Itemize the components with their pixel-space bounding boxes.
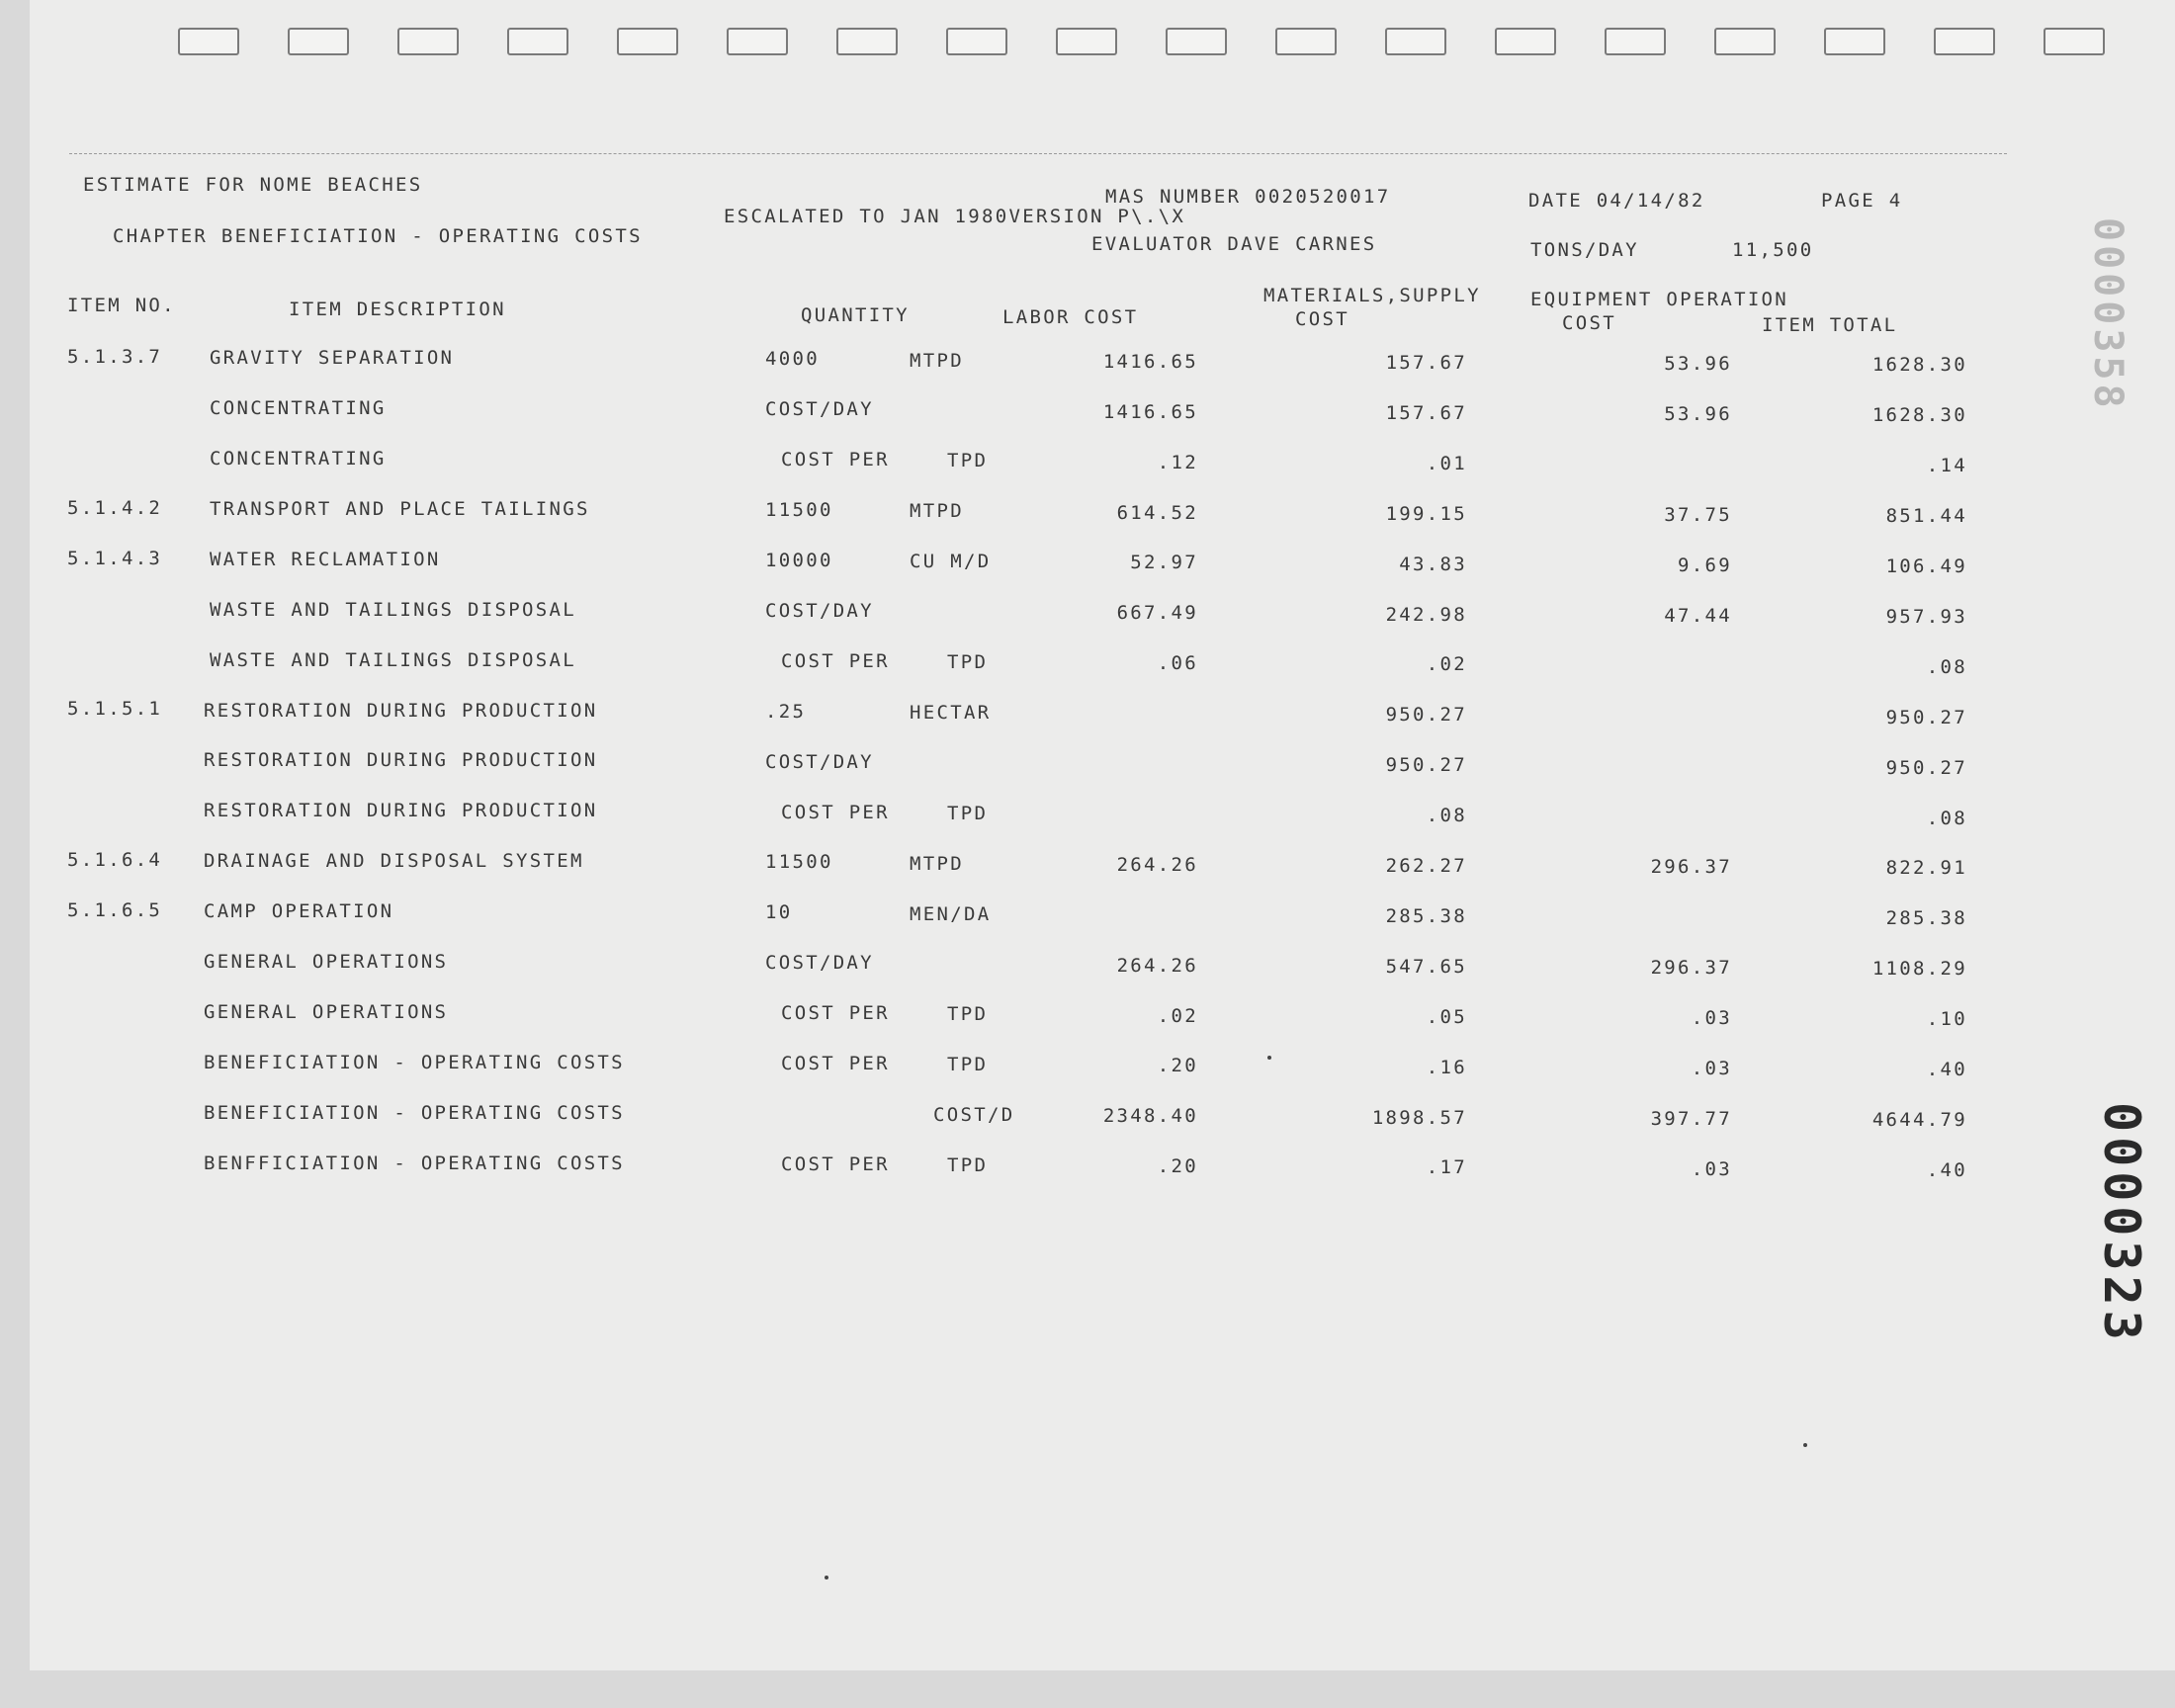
labor-cost: 614.52 bbox=[1116, 501, 1198, 524]
bates-number-stamp: 0000323 bbox=[2093, 1102, 2150, 1345]
item-description: CONCENTRATING bbox=[210, 448, 387, 470]
materials-cost: 547.65 bbox=[1385, 955, 1467, 978]
item-description: RESTORATION DURING PRODUCTION bbox=[204, 800, 598, 822]
item-description: WATER RECLAMATION bbox=[210, 548, 441, 570]
escalated-version: ESCALATED TO JAN 1980VERSION P\.\X bbox=[724, 206, 1186, 227]
quantity-unit: TPD bbox=[947, 802, 989, 824]
labor-cost: 52.97 bbox=[1130, 552, 1198, 574]
ink-speck bbox=[825, 1576, 828, 1580]
feed-hole bbox=[1385, 28, 1446, 55]
col-materials-cost: COST bbox=[1295, 308, 1349, 330]
ink-speck bbox=[1803, 1443, 1807, 1447]
ink-speck bbox=[1267, 1056, 1271, 1060]
quantity-unit: MEN/DA bbox=[910, 902, 992, 925]
tons-day-value: 11,500 bbox=[1732, 239, 1814, 261]
materials-cost: 199.15 bbox=[1385, 502, 1467, 525]
item-total: 950.27 bbox=[1885, 756, 1967, 779]
item-total: 851.44 bbox=[1885, 505, 1967, 528]
quantity-unit: TPD bbox=[947, 651, 989, 673]
item-description: DRAINAGE AND DISPOSAL SYSTEM bbox=[204, 850, 584, 873]
materials-cost: 950.27 bbox=[1385, 704, 1467, 726]
printout-sheet bbox=[30, 0, 2175, 1670]
equipment-cost: 47.44 bbox=[1664, 604, 1732, 627]
item-description: WASTE AND TAILINGS DISPOSAL bbox=[210, 598, 576, 621]
quantity-unit: HECTAR bbox=[910, 701, 992, 724]
labor-cost: 264.26 bbox=[1116, 954, 1198, 977]
item-description: TRANSPORT AND PLACE TAILINGS bbox=[210, 497, 590, 520]
quantity-value: COST/DAY bbox=[765, 599, 874, 622]
labor-cost: 1416.65 bbox=[1102, 400, 1198, 423]
estimate-for: ESTIMATE FOR NOME BEACHES bbox=[83, 174, 423, 196]
item-total: 950.27 bbox=[1885, 706, 1967, 728]
col-item-no: ITEM NO. bbox=[67, 295, 176, 316]
feed-hole bbox=[1824, 28, 1885, 55]
equipment-cost: .03 bbox=[1691, 1006, 1732, 1029]
faint-bates-stamp: 0000358 bbox=[2085, 217, 2131, 412]
tons-day-label: TONS/DAY bbox=[1530, 239, 1639, 261]
materials-cost: .05 bbox=[1426, 1005, 1467, 1028]
quantity-unit: MTPD bbox=[910, 852, 964, 875]
col-labor-cost: LABOR COST bbox=[1002, 306, 1139, 328]
page-number: PAGE 4 bbox=[1821, 190, 1903, 212]
evaluator: EVALUATOR DAVE CARNES bbox=[1091, 233, 1377, 255]
equipment-cost: 397.77 bbox=[1650, 1107, 1732, 1130]
quantity-value: COST PER bbox=[781, 1002, 890, 1025]
item-description: BENEFICIATION - OPERATING COSTS bbox=[204, 1101, 625, 1124]
labor-cost: 1416.65 bbox=[1102, 350, 1198, 373]
item-total: 1628.30 bbox=[1871, 354, 1967, 377]
equipment-cost: 37.75 bbox=[1664, 503, 1732, 526]
col-equipment: EQUIPMENT OPERATION bbox=[1530, 289, 1789, 310]
equipment-cost: .03 bbox=[1691, 1057, 1732, 1079]
feed-hole bbox=[1275, 28, 1337, 55]
feed-hole bbox=[946, 28, 1007, 55]
materials-cost: 242.98 bbox=[1385, 603, 1467, 626]
quantity-unit: TPD bbox=[947, 1154, 989, 1176]
item-description: GENERAL OPERATIONS bbox=[204, 951, 449, 973]
item-total: 4644.79 bbox=[1871, 1108, 1967, 1131]
materials-cost: 1898.57 bbox=[1371, 1106, 1467, 1129]
item-description: GRAVITY SEPARATION bbox=[210, 347, 455, 370]
equipment-cost: .03 bbox=[1691, 1157, 1732, 1180]
quantity-value: .25 bbox=[765, 700, 807, 723]
feed-hole bbox=[507, 28, 568, 55]
item-total: .14 bbox=[1926, 455, 1967, 477]
feed-hole bbox=[1166, 28, 1227, 55]
item-total: 1628.30 bbox=[1871, 404, 1967, 427]
col-item-description: ITEM DESCRIPTION bbox=[289, 299, 506, 320]
quantity-value: 10 bbox=[765, 901, 793, 924]
chapter-title: CHAPTER BENEFICIATION - OPERATING COSTS bbox=[113, 225, 643, 247]
labor-cost: .20 bbox=[1157, 1055, 1198, 1077]
feed-hole bbox=[617, 28, 678, 55]
item-number: 5.1.4.2 bbox=[67, 496, 163, 519]
item-total: .08 bbox=[1926, 655, 1967, 678]
quantity-unit: TPD bbox=[947, 450, 989, 472]
quantity-unit: MTPD bbox=[910, 349, 964, 372]
item-description: BENFFICIATION - OPERATING COSTS bbox=[204, 1152, 625, 1174]
col-quantity: QUANTITY bbox=[801, 304, 910, 326]
materials-cost: 950.27 bbox=[1385, 754, 1467, 777]
item-total: 285.38 bbox=[1885, 907, 1967, 930]
materials-cost: 285.38 bbox=[1385, 904, 1467, 927]
equipment-cost: 53.96 bbox=[1664, 403, 1732, 426]
labor-cost: .02 bbox=[1157, 1004, 1198, 1027]
quantity-value: COST/DAY bbox=[765, 952, 874, 975]
mas-number: MAS NUMBER 0020520017 bbox=[1105, 186, 1391, 208]
quantity-value: COST PER bbox=[781, 449, 890, 471]
item-description: RESTORATION DURING PRODUCTION bbox=[204, 749, 598, 772]
quantity-value: 4000 bbox=[765, 348, 820, 371]
feed-hole bbox=[288, 28, 349, 55]
item-number: 5.1.3.7 bbox=[67, 346, 163, 368]
materials-cost: 157.67 bbox=[1385, 401, 1467, 424]
equipment-cost: 296.37 bbox=[1650, 856, 1732, 879]
item-number: 5.1.4.3 bbox=[67, 547, 163, 569]
quantity-unit: MTPD bbox=[910, 500, 964, 523]
col-materials: MATERIALS,SUPPLY bbox=[1263, 285, 1481, 306]
tractor-feed-holes bbox=[178, 28, 2106, 57]
report-date: DATE 04/14/82 bbox=[1528, 190, 1705, 212]
item-number: 5.1.6.4 bbox=[67, 849, 163, 871]
labor-cost: 2348.40 bbox=[1102, 1105, 1198, 1128]
item-description: RESTORATION DURING PRODUCTION bbox=[204, 699, 598, 722]
feed-hole bbox=[727, 28, 788, 55]
feed-hole bbox=[1934, 28, 1995, 55]
item-total: .08 bbox=[1926, 807, 1967, 829]
labor-cost: .06 bbox=[1157, 652, 1198, 675]
feed-hole bbox=[1714, 28, 1776, 55]
feed-hole bbox=[1495, 28, 1556, 55]
perforation-line bbox=[69, 153, 2007, 154]
item-total: .10 bbox=[1926, 1008, 1967, 1031]
item-description: CONCENTRATING bbox=[210, 397, 387, 420]
equipment-cost: 53.96 bbox=[1664, 353, 1732, 376]
materials-cost: .16 bbox=[1426, 1056, 1467, 1078]
item-total: .40 bbox=[1926, 1158, 1967, 1181]
item-total: 1108.29 bbox=[1871, 958, 1967, 981]
quantity-value: COST PER bbox=[781, 649, 890, 672]
item-total: .40 bbox=[1926, 1059, 1967, 1080]
quantity-unit: TPD bbox=[947, 1054, 989, 1076]
equipment-cost: 296.37 bbox=[1650, 957, 1732, 979]
quantity-unit: CU M/D bbox=[910, 551, 992, 573]
item-description: WASTE AND TAILINGS DISPOSAL bbox=[210, 648, 576, 671]
feed-hole bbox=[397, 28, 459, 55]
quantity-value: COST PER bbox=[781, 1053, 890, 1074]
item-number: 5.1.6.5 bbox=[67, 898, 163, 921]
labor-cost: 667.49 bbox=[1116, 602, 1198, 625]
quantity-value: COST PER bbox=[781, 801, 890, 823]
materials-cost: 43.83 bbox=[1399, 553, 1467, 575]
col-equipment-cost: COST bbox=[1562, 312, 1616, 334]
labor-cost: 264.26 bbox=[1116, 853, 1198, 876]
item-description: CAMP OPERATION bbox=[204, 900, 394, 923]
materials-cost: .02 bbox=[1426, 653, 1467, 676]
item-description: BENEFICIATION - OPERATING COSTS bbox=[204, 1051, 625, 1073]
item-total: 106.49 bbox=[1885, 555, 1967, 577]
quantity-value: 11500 bbox=[765, 499, 833, 522]
materials-cost: .17 bbox=[1426, 1156, 1467, 1179]
quantity-value: COST/DAY bbox=[765, 750, 874, 773]
quantity-value: 10000 bbox=[765, 550, 833, 571]
materials-cost: 262.27 bbox=[1385, 855, 1467, 877]
feed-hole bbox=[1056, 28, 1117, 55]
item-total: 822.91 bbox=[1885, 857, 1967, 880]
item-total: 957.93 bbox=[1885, 605, 1967, 628]
feed-hole bbox=[836, 28, 898, 55]
equipment-cost: 9.69 bbox=[1678, 554, 1732, 576]
quantity-unit: COST/D bbox=[933, 1104, 1015, 1127]
feed-hole bbox=[178, 28, 239, 55]
item-description: GENERAL OPERATIONS bbox=[204, 1000, 449, 1023]
labor-cost: .20 bbox=[1157, 1155, 1198, 1178]
materials-cost: .01 bbox=[1426, 452, 1467, 474]
item-number: 5.1.5.1 bbox=[67, 698, 163, 721]
quantity-value: COST PER bbox=[781, 1153, 890, 1175]
materials-cost: .08 bbox=[1426, 805, 1467, 827]
labor-cost: .12 bbox=[1157, 451, 1198, 473]
feed-hole bbox=[1605, 28, 1666, 55]
materials-cost: 157.67 bbox=[1385, 352, 1467, 374]
quantity-value: 11500 bbox=[765, 851, 833, 874]
col-item-total: ITEM TOTAL bbox=[1762, 314, 1898, 336]
quantity-unit: TPD bbox=[947, 1003, 989, 1026]
feed-hole bbox=[2044, 28, 2105, 55]
quantity-value: COST/DAY bbox=[765, 398, 874, 421]
